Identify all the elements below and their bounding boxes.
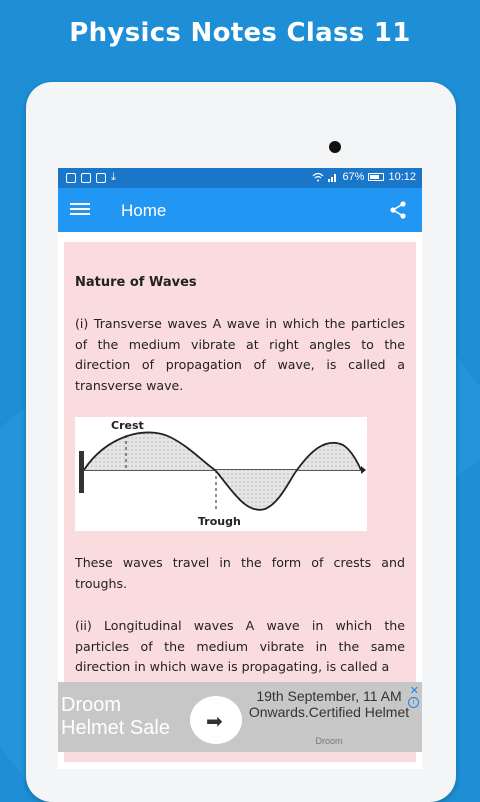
ad-info-icon[interactable]: i <box>408 697 419 708</box>
promo-title: Physics Notes Class 11 <box>69 18 411 48</box>
share-icon[interactable] <box>388 200 408 220</box>
crest-label: Crest <box>111 419 144 432</box>
status-time: 10:12 <box>388 171 416 183</box>
app-bar <box>58 188 422 232</box>
menu-icon[interactable] <box>70 200 90 220</box>
transverse-wave-figure <box>75 417 367 531</box>
paragraph-crests-troughs: These waves travel in the form of crests and troughs. <box>75 555 405 591</box>
ad-banner[interactable] <box>58 682 422 752</box>
wall-support <box>79 451 84 493</box>
wave-diagram <box>75 417 367 531</box>
ad-brand-line1: Droom <box>61 694 122 716</box>
wifi-icon <box>312 172 324 182</box>
camera-dot <box>329 141 341 153</box>
ad-text: 19th September, 11 AM Onwards.Certified Helmet <box>248 688 410 720</box>
device-screen <box>58 168 422 769</box>
paragraph-transverse: (i) Transverse waves A wave in which the particles of the medium vibrate at right angles to the direction of propagation of wave, is called a transverse wave. <box>75 316 405 393</box>
status-bar <box>58 168 422 188</box>
axis-arrow <box>361 466 366 474</box>
second-crest-fill <box>297 443 361 470</box>
paragraph-longitudinal: (ii) Longitudinal waves A wave in which the particles of the medium vibrate in the same direction in which wave is propagating, is called a <box>75 618 405 674</box>
ad-go-button[interactable] <box>190 696 242 744</box>
facebook-icon <box>66 173 76 183</box>
arrow-right-icon: ➡ <box>206 711 223 733</box>
image-icon <box>96 173 106 183</box>
ad-brand <box>61 694 170 740</box>
gmail-icon <box>81 173 91 183</box>
battery-percent: 67% <box>342 171 365 183</box>
signal-icon <box>328 172 338 182</box>
ad-close-icon[interactable]: ✕ <box>409 685 419 697</box>
crest-fill <box>84 432 215 470</box>
download-icon: ⤓ <box>111 171 116 183</box>
battery-icon <box>368 173 384 181</box>
status-indicators <box>312 171 416 183</box>
article-heading: Nature of Waves <box>75 275 197 290</box>
ad-brand-line2: Helmet Sale <box>61 717 170 739</box>
trough-label: Trough <box>198 515 241 528</box>
notification-icons <box>66 171 116 184</box>
ad-source: Droom <box>315 736 343 746</box>
app-bar-title: Home <box>121 201 167 220</box>
